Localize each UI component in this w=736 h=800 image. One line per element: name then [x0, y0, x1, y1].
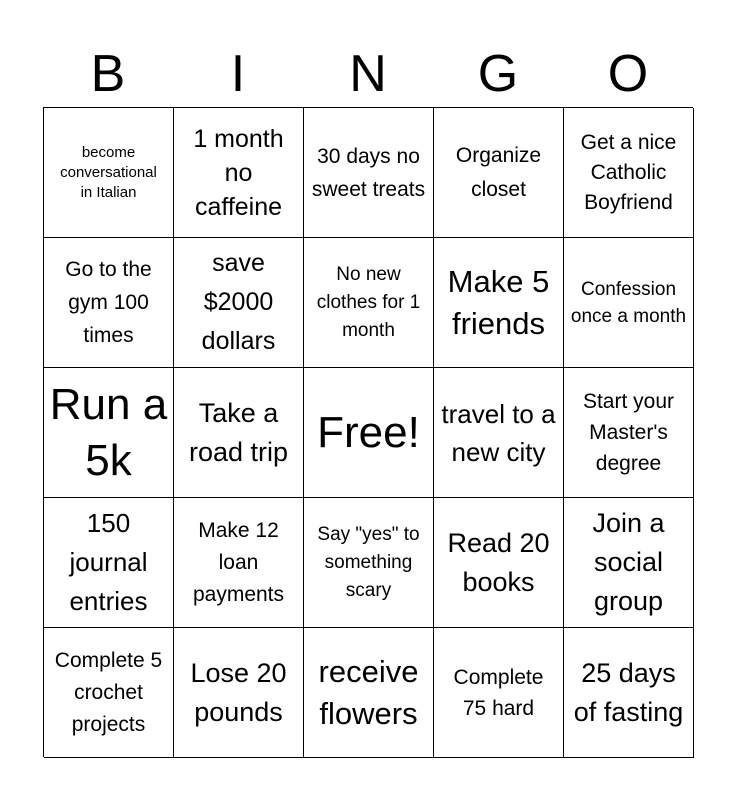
cell-text: Free!	[317, 407, 420, 457]
cell-text: Make 5 friends	[447, 263, 550, 341]
cell-text: Read 20 books	[447, 527, 550, 597]
bingo-cell[interactable]	[434, 108, 564, 238]
cell-text: No new clothes for 1 month	[316, 263, 421, 341]
bingo-cell[interactable]	[174, 498, 304, 628]
cell-text: become conversational in Italian	[60, 143, 157, 201]
bingo-cell[interactable]	[434, 628, 564, 758]
free-space[interactable]	[304, 368, 434, 498]
cell-text: 30 days no sweet treats	[311, 144, 426, 201]
bingo-cell[interactable]	[564, 238, 694, 368]
bingo-cell[interactable]	[304, 238, 434, 368]
bingo-header	[43, 40, 693, 108]
cell-text: Go to the gym 100 times	[65, 258, 152, 347]
cell-text: Say "yes" to something scary	[317, 523, 420, 601]
cell-text: Make 12 loan payments	[192, 518, 285, 606]
bingo-cell[interactable]	[174, 368, 304, 498]
cell-text: travel to a new city	[441, 398, 556, 467]
cell-text: Run a 5k	[49, 379, 168, 485]
cell-text: receive flowers	[318, 653, 419, 731]
bingo-cell[interactable]	[44, 498, 174, 628]
cell-text: Join a social group	[592, 508, 665, 616]
cell-text: 25 days of fasting	[573, 657, 684, 727]
bingo-cell[interactable]	[304, 108, 434, 238]
bingo-cell[interactable]	[44, 628, 174, 758]
bingo-cell[interactable]	[174, 238, 304, 368]
bingo-cell[interactable]	[174, 108, 304, 238]
header-letter-g: G	[477, 45, 519, 103]
bingo-cell[interactable]	[564, 368, 694, 498]
bingo-cell[interactable]	[564, 628, 694, 758]
cell-text: save $2000 dollars	[201, 249, 276, 355]
bingo-cell[interactable]	[44, 238, 174, 368]
cell-text: 150 journal entries	[69, 508, 148, 616]
cell-text: Get a nice Catholic Boyfriend	[580, 130, 677, 214]
cell-text: Complete 5 crochet projects	[54, 648, 163, 736]
cell-text: Organize closet	[455, 143, 542, 201]
bingo-cell[interactable]	[564, 498, 694, 628]
cell-text: Lose 20 pounds	[190, 657, 287, 727]
header-letter-n: N	[349, 45, 387, 103]
cell-text: Confession once a month	[570, 278, 687, 327]
bingo-cell[interactable]	[304, 628, 434, 758]
header-letter-i: I	[230, 45, 246, 103]
cell-text: 1 month no caffeine	[193, 124, 284, 221]
bingo-cell[interactable]	[434, 498, 564, 628]
bingo-cell[interactable]	[434, 368, 564, 498]
cell-text: Start your Master's degree	[582, 390, 675, 475]
header-letter-o: O	[607, 45, 649, 103]
cell-text: Take a road trip	[188, 397, 289, 467]
bingo-cell[interactable]	[304, 498, 434, 628]
bingo-cell[interactable]	[564, 108, 694, 238]
bingo-cell[interactable]	[44, 108, 174, 238]
bingo-cell[interactable]	[44, 368, 174, 498]
cell-text: Complete 75 hard	[453, 665, 544, 720]
bingo-cell[interactable]	[174, 628, 304, 758]
bingo-grid	[43, 107, 693, 757]
bingo-cell[interactable]	[434, 238, 564, 368]
header-letter-b: B	[90, 45, 126, 103]
